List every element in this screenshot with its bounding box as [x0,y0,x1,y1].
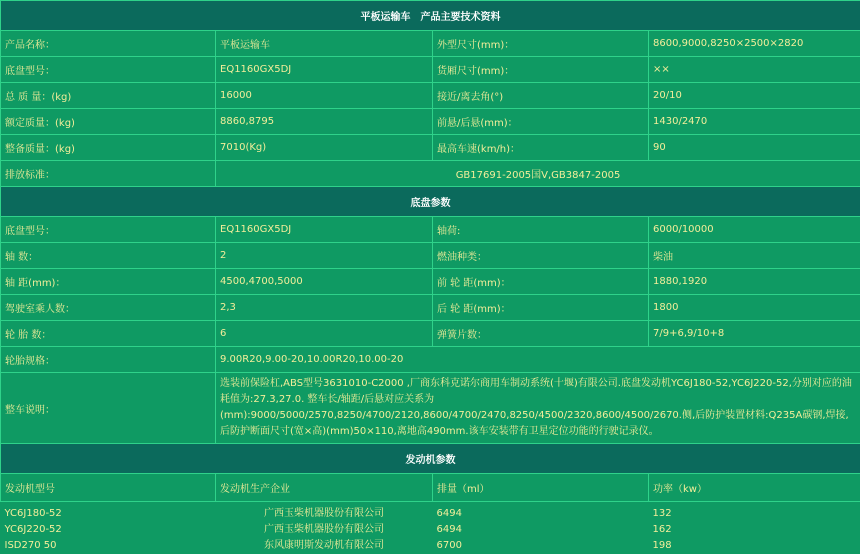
tire-label: 轮胎规格： [1,347,216,373]
engine-maker: 广西玉柴机器股份有限公司 [216,522,433,538]
engine-col-header: 功率（kw） [649,474,860,502]
spec-label: 弹簧片数： [433,321,649,347]
engine-col-header: 发动机生产企业 [216,474,433,502]
engine-header-row [1,474,860,502]
emission-value: GB17691-2005国V,GB3847-2005 [216,161,860,187]
engine-col-header: 发动机型号 [1,474,216,502]
spec-label: 货厢尺寸(mm)： [433,57,649,83]
spec-value: 2,3 [216,295,433,321]
spec-value: 20/10 [649,83,860,109]
spec-value: 8600,9000,8250×2500×2820 [649,31,860,57]
spec-value: 16000 [216,83,433,109]
spec-label: 外型尺寸(mm)： [433,31,649,57]
engine-col-header: 排量（ml） [433,474,649,502]
spec-row [1,109,860,135]
engine-maker: 东风康明斯发动机有限公司 [216,538,433,554]
spec-label: 底盘型号： [1,217,216,243]
section-title: 底盘参数 [1,187,860,217]
section-title: 发动机参数 [1,444,860,474]
emission-row [1,161,860,187]
spec-value: ×× [649,57,860,83]
section-header [1,1,860,31]
spec-value: 1430/2470 [649,109,860,135]
engine-displacement: 6494 [433,502,649,523]
spec-value: 2 [216,243,433,269]
spec-value: 90 [649,135,860,161]
section-title: 平板运输车 产品主要技术资料 [1,1,860,31]
note-row [1,373,860,444]
spec-label: 轮 胎 数： [1,321,216,347]
spec-label: 总 质 量：(kg) [1,83,216,109]
spec-value: 6000/10000 [649,217,860,243]
spec-value: EQ1160GX5DJ [216,217,433,243]
engine-model: YC6J180-52 [1,502,216,523]
spec-label: 底盘型号： [1,57,216,83]
engine-model: ISD270 50 [1,538,216,554]
spec-value: 1800 [649,295,860,321]
spec-row [1,295,860,321]
spec-label: 整备质量：(kg) [1,135,216,161]
spec-row [1,83,860,109]
spec-label: 驾驶室乘人数： [1,295,216,321]
spec-row [1,269,860,295]
spec-label: 轴荷: [433,217,649,243]
section-header [1,444,860,474]
engine-maker: 广西玉柴机器股份有限公司 [216,502,433,523]
spec-value: 8860,8795 [216,109,433,135]
spec-label: 轴 距(mm)： [1,269,216,295]
engine-row [1,522,860,538]
tire-value: 9.00R20,9.00-20,10.00R20,10.00-20 [216,347,860,373]
spec-value: 6 [216,321,433,347]
spec-label: 接近/离去角(°) [433,83,649,109]
spec-value: 平板运输车 [216,31,433,57]
spec-value: 7010(Kg) [216,135,433,161]
spec-value: 柴油 [649,243,860,269]
tire-row [1,347,860,373]
engine-row [1,538,860,554]
engine-power: 198 [649,538,860,554]
spec-value: 7/9+6,9/10+8 [649,321,860,347]
spec-label: 前 轮 距(mm)： [433,269,649,295]
spec-row [1,321,860,347]
spec-row [1,31,860,57]
engine-power: 132 [649,502,860,523]
engine-model: YC6J220-52 [1,522,216,538]
spec-label: 产品名称： [1,31,216,57]
section-header [1,187,860,217]
engine-displacement: 6494 [433,522,649,538]
spec-value: 1880,1920 [649,269,860,295]
spec-row [1,243,860,269]
engine-power: 162 [649,522,860,538]
spec-row [1,57,860,83]
spec-value: EQ1160GX5DJ [216,57,433,83]
spec-label: 额定质量：(kg) [1,109,216,135]
spec-label: 后 轮 距(mm)： [433,295,649,321]
note-label: 整车说明： [1,373,216,444]
engine-row [1,502,860,523]
spec-label: 轴 数： [1,243,216,269]
spec-row [1,135,860,161]
emission-label: 排放标准： [1,161,216,187]
spec-value: 4500,4700,5000 [216,269,433,295]
spec-label: 最高车速(km/h)： [433,135,649,161]
spec-label: 燃油种类： [433,243,649,269]
engine-displacement: 6700 [433,538,649,554]
spec-label: 前悬/后悬(mm)： [433,109,649,135]
note-text: 选装前保险杠,ABS型号3631010-C2000 ,厂商东科克诺尔商用车制动系统(十堰)有限公司.底盘发动机YC6J180-52,YC6J220-52,分别对应的油耗值为:27.3,27.0. 整车长/轴距/后悬对应关系为(mm):9000/5000/2570,8250/4700/2120,8600/4700/2470,8250/4500/2320,8600/4500/2670.侧,后防护装置材料:Q235A碳钢,焊接,后防护断面尺寸(宽×高)(mm)50×110,离地高490mm.该车安装带有卫星定位功能的行驶记录仪。 [216,373,860,444]
spec-row [1,217,860,243]
